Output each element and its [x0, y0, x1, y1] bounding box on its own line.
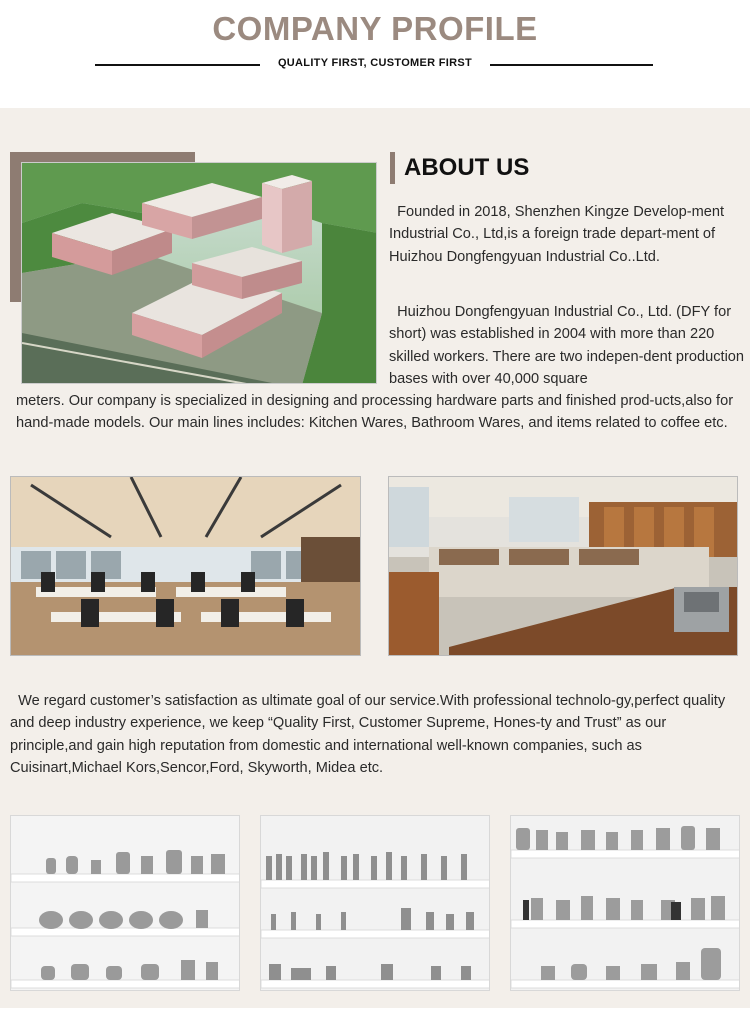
page-subtitle: QUALITY FIRST, CUSTOMER FIRST	[277, 57, 473, 69]
about-paragraph-1: Founded in 2018, Shenzhen Kingze Develop-ment Industrial Co., Ltd,is a foreign trade depart-ment of Huizhou Dongfengyuan Industrial Co..Ltd.	[389, 204, 725, 265]
page-title: COMPANY PROFILE	[212, 10, 538, 47]
about-heading: ABOUT US	[404, 154, 530, 181]
product-shelf-photo-1	[10, 815, 240, 991]
about-paragraph-2: Huizhou Dongfengyuan Industrial Co., Ltd. (DFY for short) was established in 2004 with more than 220 skilled workers. There are two indepen-dent production bases with over 40,000 square	[389, 304, 745, 387]
factory-building-photo	[21, 162, 377, 384]
about-paragraph-4: We regard customer’s satisfaction as ultimate goal of our service.With professional technolo-gy,perfect quality and deep industry experience, we keep “Quality First, Customer Supreme, Hones-ty and Trust” as our principle,and gain high reputation from domestic and international well-known companies, such as Cuisinart,Michael Kors,Sencor,Ford, Skyworth, Midea etc.	[10, 693, 726, 776]
product-shelf-photo-3	[510, 815, 740, 991]
office-photo-cubicles	[388, 476, 738, 656]
divider-right	[490, 64, 653, 66]
product-shelf-photo-2	[260, 815, 490, 991]
about-paragraph-3: meters. Our company is specialized in designing and processing hardware parts and finished prod-ucts,also for hand-made models. Our main lines includes: Kitchen Wares, Bathroom Wares, and items related to coffee etc.	[16, 393, 734, 432]
page-header	[0, 0, 750, 108]
about-heading-bar	[390, 152, 395, 184]
office-photo-open-plan	[10, 476, 361, 656]
